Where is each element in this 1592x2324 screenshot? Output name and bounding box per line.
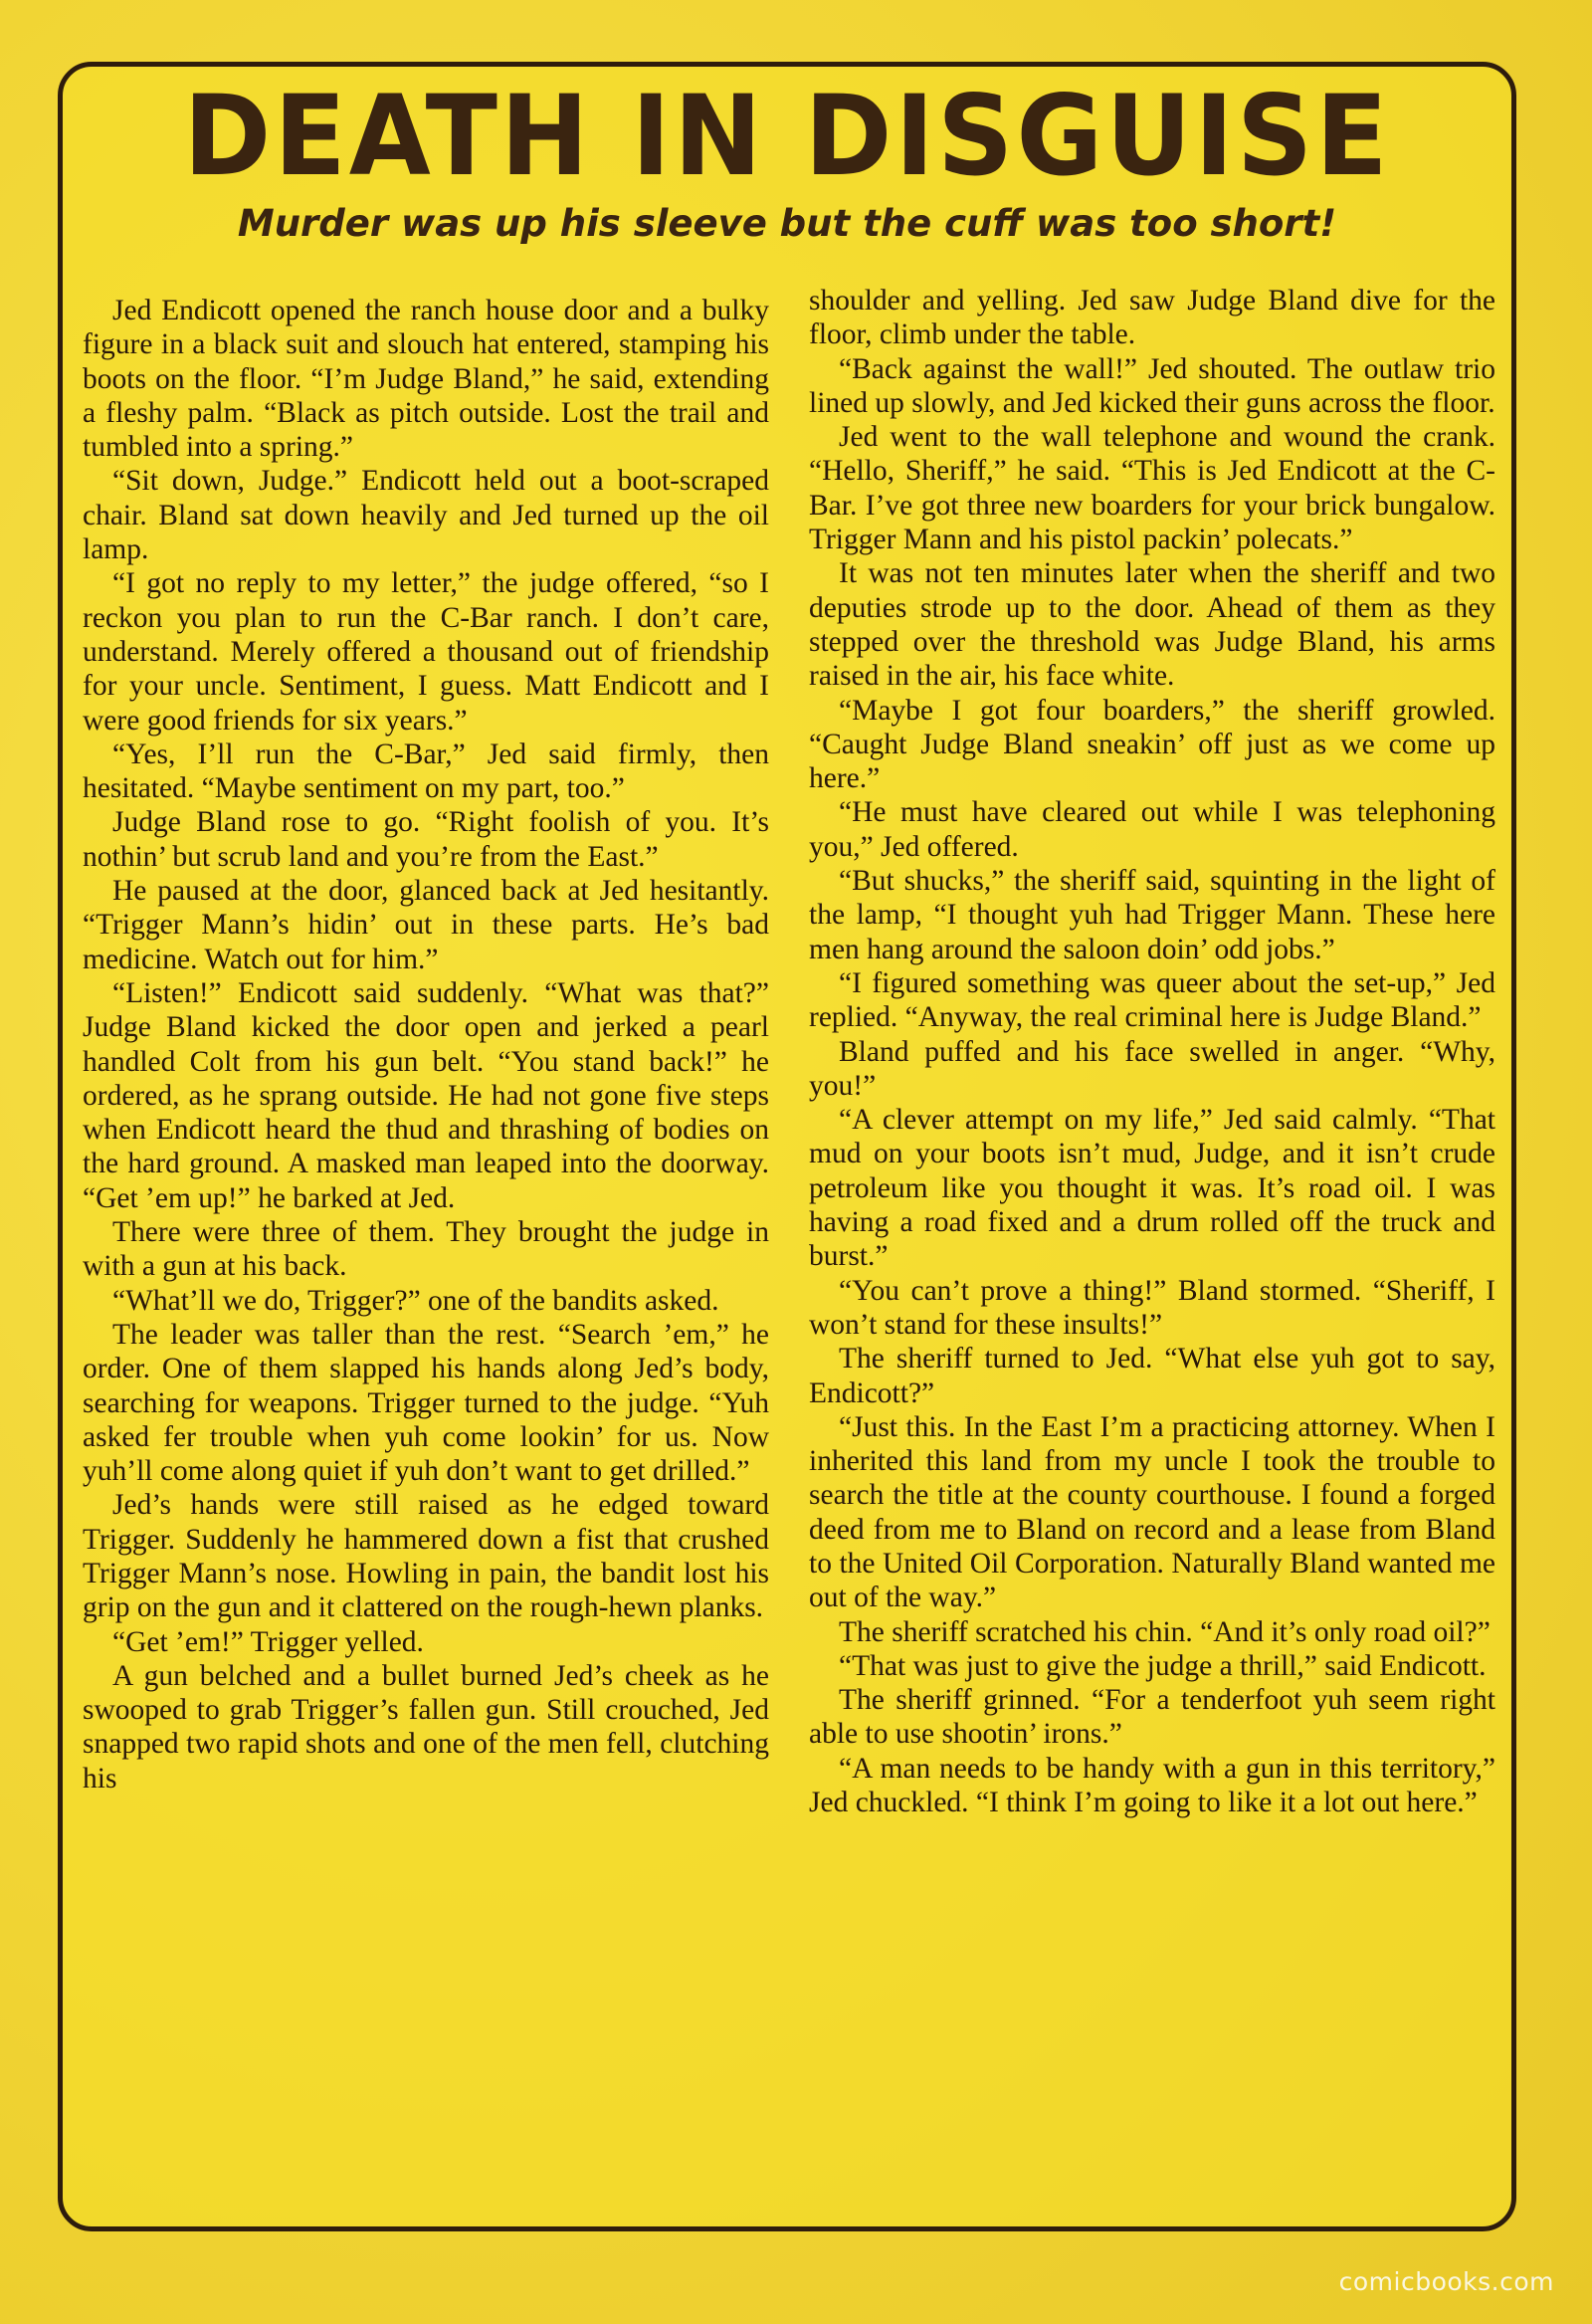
story-frame [58, 62, 1516, 2231]
story-paragraph: “Yes, I’ll run the C-Bar,” Jed said firmly, then hesitated. “Maybe sentiment on my part, too.” [83, 738, 769, 805]
story-paragraph: “Sit down, Judge.” Endicott held out a boot-scraped chair. Bland sat down heavily and Jed turned up the oil lamp. [83, 465, 769, 566]
story-paragraph: “What’ll we do, Trigger?” one of the bandits asked. [112, 1284, 719, 1317]
story-paragraph: There were three of them. They brought the judge in with a gun at his back. [83, 1216, 769, 1283]
story-paragraph: It was not ten minutes later when the sheriff and two deputies strode up to the door. Ahead of them as they stepped over the threshold was Judge Bland, his arms raised in the air, his face white. [809, 557, 1495, 693]
story-paragraph: Judge Bland rose to go. “Right foolish of you. It’s nothin’ but scrub land and you’re from the East.” [83, 806, 769, 873]
story-paragraph: “Just this. In the East I’m a practicing attorney. When I inherited this land from my uncle I took the trouble to search the title at the county courthouse. I found a forged deed from me to Bland on record and a lease from Bland to the United Oil Corporation. Naturally Bland wanted me out of the way.” [809, 1410, 1495, 1614]
story-paragraph: “I got no reply to my letter,” the judge offered, “so I reckon you plan to run the C-Bar ranch. I don’t care, understand. Merely offered a thousand out of friendship for your uncle. Sentiment, I guess. Matt Endicott and I were good friends for six years.” [83, 567, 769, 737]
story-paragraph: “Get ’em!” Trigger yelled. [112, 1625, 424, 1658]
story-paragraph: Jed went to the wall telephone and wound the crank. “Hello, Sheriff,” he said. “This is Jed Endicott at the C-Bar. I’ve got three new boarders for your brick bungalow. Trigger Mann and his pistol packin’ polecats.” [809, 421, 1495, 556]
story-paragraph: “You can’t prove a thing!” Bland stormed. “Sheriff, I won’t stand for these insults!” [809, 1274, 1495, 1341]
story-columns [83, 284, 1495, 2215]
story-paragraph: “But shucks,” the sheriff said, squinting in the light of the lamp, “I thought yuh had Trigger Mann. These here men hang around the saloon doin’ odd jobs.” [809, 865, 1495, 965]
left-column [83, 284, 769, 2215]
story-paragraph: shoulder and yelling. Jed saw Judge Bland dive for the floor, climb under the table. [809, 285, 1495, 351]
story-paragraph: “A clever attempt on my life,” Jed said calmly. “That mud on your boots isn’t mud, Judge, and it isn’t crude petroleum like you thought it was. It’s road oil. I was having a road fixed and a drum rolled off the truck and burst.” [809, 1104, 1495, 1273]
story-paragraph: Jed Endicott opened the ranch house door and a bulky figure in a black suit and slouch hat entered, stamping his boots on the floor. “I’m Judge Bland,” he said, extending a fleshy palm. “Black as pitch outside. Lost the trail and tumbled into a spring.” [83, 295, 769, 464]
story-paragraph: “Maybe I got four boarders,” the sheriff growled. “Caught Judge Bland sneakin’ off just as we come up here.” [809, 694, 1495, 795]
site-watermark: comicbooks.com [1338, 2267, 1554, 2296]
story-paragraph: “Back against the wall!” Jed shouted. The outlaw trio lined up slowly, and Jed kicked their guns across the floor. [809, 352, 1495, 419]
story-subtitle: Murder was up his sleeve but the cuff was too short! [237, 202, 1337, 245]
story-paragraph: He paused at the door, glanced back at Jed hesitantly. “Trigger Mann’s hidin’ out in these parts. He’s bad medicine. Watch out for him.” [83, 875, 769, 975]
story-paragraph: A gun belched and a bullet burned Jed’s cheek as he swooped to grab Trigger’s fallen gun. Still crouched, Jed snapped two rapid shots and one of the men fell, clutching his [83, 1659, 769, 1795]
story-title: DEATH IN DISGUISE [183, 71, 1391, 201]
right-column [809, 284, 1495, 2215]
story-paragraph: “Listen!” Endicott said suddenly. “What was that?” Judge Bland kicked the door open and jerked a pearl handled Colt from his gun belt. “You stand back!” he ordered, as he sprang outside. He had not gone five steps when Endicott heard the thud and thrashing of bodies on the hard ground. A masked man leaped into the doorway. “Get ’em up!” he barked at Jed. [83, 976, 769, 1214]
story-paragraph: “That was just to give the judge a thrill,” said Endicott. [839, 1649, 1487, 1682]
story-paragraph: The leader was taller than the rest. “Search ’em,” he order. One of them slapped his hands along Jed’s body, searching for weapons. Trigger turned to the judge. “Yuh asked fer trouble when yuh come lookin’ for us. Now yuh’ll come along quiet if yuh don’t want to get drilled.” [83, 1318, 769, 1488]
story-paragraph: The sheriff turned to Jed. “What else yuh got to say, Endicott?” [809, 1343, 1495, 1409]
story-paragraph: Jed’s hands were still raised as he edged toward Trigger. Suddenly he hammered down a fist that crushed Trigger Mann’s nose. Howling in pain, the bandit lost his grip on the gun and it clattered on the rough-hewn planks. [83, 1489, 769, 1624]
story-paragraph: “He must have cleared out while I was telephoning you,” Jed offered. [809, 796, 1495, 863]
story-paragraph: “I figured something was queer about the set-up,” Jed replied. “Anyway, the real criminal here is Judge Bland.” [809, 966, 1495, 1034]
story-paragraph: “A man needs to be handy with a gun in this territory,” Jed chuckled. “I think I’m going to like it a lot out here.” [809, 1752, 1495, 1819]
story-paragraph: The sheriff scratched his chin. “And it’s only road oil?” [839, 1615, 1491, 1648]
story-paragraph: Bland puffed and his face swelled in anger. “Why, you!” [809, 1035, 1495, 1102]
story-paragraph: The sheriff grinned. “For a tenderfoot yuh seem right able to use shootin’ irons.” [809, 1684, 1495, 1751]
